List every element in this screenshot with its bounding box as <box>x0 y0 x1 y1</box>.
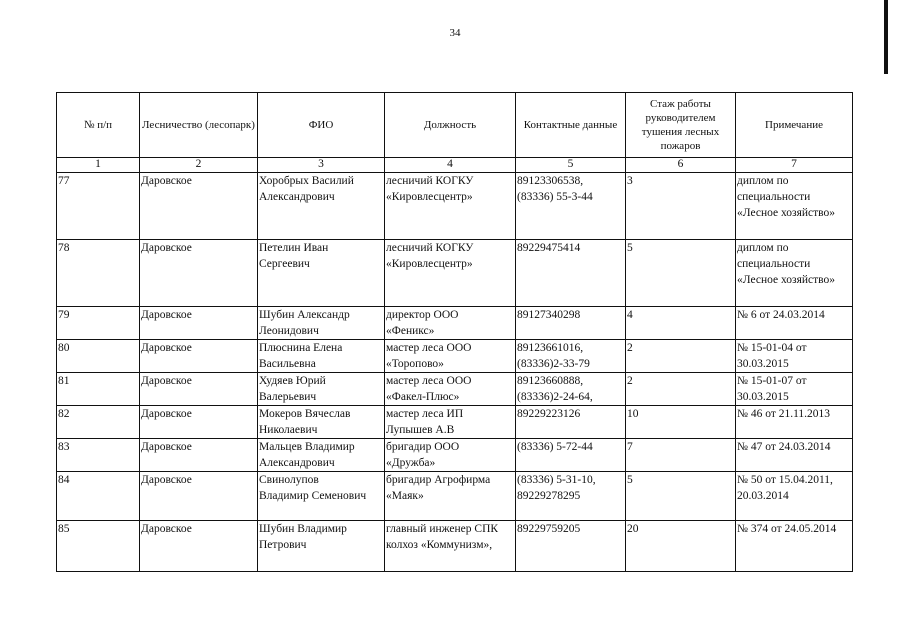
full-name-cell <box>258 340 385 373</box>
position-line: «Дружба» <box>386 457 436 469</box>
scan-edge-mark <box>884 0 888 74</box>
position-line: мастер леса ИП <box>386 408 464 420</box>
position-cell <box>385 307 516 340</box>
full-name-line: Мальцев Владимир <box>259 441 355 453</box>
position-line: «Факел-Плюс» <box>386 391 460 403</box>
full-name-line: Худяев Юрий <box>259 375 326 387</box>
table-row <box>57 340 853 373</box>
row-number: 81 <box>57 373 140 406</box>
note-line: 20.03.2014 <box>737 490 789 502</box>
contacts-cell <box>516 439 626 472</box>
position-line: колхоз «Коммунизм», <box>386 539 493 551</box>
page-number: 34 <box>449 27 461 39</box>
note-cell <box>736 240 853 307</box>
forestry-cell: Даровское <box>140 340 258 373</box>
note-line: № 47 от 24.03.2014 <box>737 441 831 453</box>
contact-line: (83336) 5-72-44 <box>517 441 593 453</box>
note-line: диплом по <box>737 175 789 187</box>
experience-cell: 5 <box>626 240 736 307</box>
forestry-cell: Даровское <box>140 521 258 572</box>
position-line: бригадир ООО <box>386 441 460 453</box>
experience-cell: 4 <box>626 307 736 340</box>
row-number: 79 <box>57 307 140 340</box>
note-line: 30.03.2015 <box>737 391 789 403</box>
table-row <box>57 521 853 572</box>
position-cell <box>385 173 516 240</box>
table-row <box>57 406 853 439</box>
contacts-cell <box>516 173 626 240</box>
note-line: специальности <box>737 191 811 203</box>
column-number-row <box>57 158 853 173</box>
position-cell <box>385 340 516 373</box>
note-cell <box>736 439 853 472</box>
experience-cell: 2 <box>626 373 736 406</box>
experience-cell: 5 <box>626 472 736 521</box>
forestry-cell: Даровское <box>140 472 258 521</box>
full-name-line: Шубин Владимир <box>259 523 347 535</box>
row-number: 78 <box>57 240 140 307</box>
contact-line: 89229759205 <box>517 523 581 535</box>
note-cell <box>736 340 853 373</box>
full-name-cell <box>258 472 385 521</box>
note-line: 30.03.2015 <box>737 358 789 370</box>
contact-line: 89229223126 <box>517 408 581 420</box>
header-number: № п/п <box>57 93 140 158</box>
full-name-line: Плюснина Елена <box>259 342 343 354</box>
contacts-cell <box>516 240 626 307</box>
note-cell <box>736 521 853 572</box>
position-line: Лупышев А.В <box>386 424 455 436</box>
position-cell <box>385 521 516 572</box>
position-cell <box>385 240 516 307</box>
note-line: № 15-01-07 от <box>737 375 807 387</box>
experience-cell: 10 <box>626 406 736 439</box>
position-line: «Торопово» <box>386 358 444 370</box>
row-number: 82 <box>57 406 140 439</box>
full-name-cell <box>258 373 385 406</box>
full-name-cell <box>258 240 385 307</box>
table-row <box>57 307 853 340</box>
contacts-cell <box>516 472 626 521</box>
column-number: 7 <box>736 158 853 173</box>
row-number: 83 <box>57 439 140 472</box>
forestry-cell: Даровское <box>140 307 258 340</box>
forestry-cell: Даровское <box>140 439 258 472</box>
header-note: Примечание <box>736 93 853 158</box>
position-line: «Кировлесцентр» <box>386 258 473 270</box>
forestry-cell: Даровское <box>140 173 258 240</box>
full-name-line: Александрович <box>259 457 335 469</box>
experience-cell: 7 <box>626 439 736 472</box>
table-header-row <box>57 93 853 158</box>
note-line: № 50 от 15.04.2011, <box>737 474 833 486</box>
note-line: «Лесное хозяйство» <box>737 207 836 219</box>
contact-line: (83336) 5-31-10, <box>517 474 596 486</box>
contacts-cell <box>516 521 626 572</box>
note-line: № 15-01-04 от <box>737 342 807 354</box>
full-name-line: Сергеевич <box>259 258 310 270</box>
note-cell <box>736 173 853 240</box>
fire-leaders-table <box>56 92 853 572</box>
contact-line: (83336)2-24-64, <box>517 391 593 403</box>
contacts-cell <box>516 373 626 406</box>
header-position: Должность <box>385 93 516 158</box>
position-cell <box>385 373 516 406</box>
position-line: «Кировлесцентр» <box>386 191 473 203</box>
full-name-line: Владимир Семенович <box>259 490 367 502</box>
forestry-cell: Даровское <box>140 240 258 307</box>
contact-line: 89123306538, <box>517 175 584 187</box>
note-cell <box>736 307 853 340</box>
column-number: 6 <box>626 158 736 173</box>
note-line: № 6 от 24.03.2014 <box>737 309 825 321</box>
position-line: лесничий КОГКУ <box>386 242 474 254</box>
position-line: лесничий КОГКУ <box>386 175 474 187</box>
experience-cell: 3 <box>626 173 736 240</box>
note-line: № 374 от 24.05.2014 <box>737 523 837 535</box>
header-full-name: ФИО <box>258 93 385 158</box>
contacts-cell <box>516 340 626 373</box>
full-name-line: Шубин Александр <box>259 309 350 321</box>
position-cell <box>385 406 516 439</box>
note-line: специальности <box>737 258 811 270</box>
header-contacts: Контактные данные <box>516 93 626 158</box>
row-number: 80 <box>57 340 140 373</box>
full-name-line: Мокеров Вячеслав <box>259 408 351 420</box>
note-cell <box>736 406 853 439</box>
full-name-cell <box>258 173 385 240</box>
full-name-line: Леонидович <box>259 325 319 337</box>
column-number: 5 <box>516 158 626 173</box>
contact-line: 89123661016, <box>517 342 584 354</box>
full-name-line: Петелин Иван <box>259 242 329 254</box>
position-line: мастер леса ООО <box>386 375 472 387</box>
position-line: «Маяк» <box>386 490 424 502</box>
table-row <box>57 472 853 521</box>
contacts-cell <box>516 307 626 340</box>
full-name-line: Валерьевич <box>259 391 317 403</box>
table-row <box>57 439 853 472</box>
table-row <box>57 240 853 307</box>
column-number: 1 <box>57 158 140 173</box>
experience-cell: 2 <box>626 340 736 373</box>
position-line: бригадир Агрофирма <box>386 474 491 486</box>
contact-line: (83336) 55-3-44 <box>517 191 593 203</box>
column-number: 4 <box>385 158 516 173</box>
full-name-line: Свинолупов <box>259 474 319 486</box>
row-number: 77 <box>57 173 140 240</box>
column-number: 3 <box>258 158 385 173</box>
full-name-line: Васильевна <box>259 358 316 370</box>
contact-line: 89123660888, <box>517 375 584 387</box>
experience-cell: 20 <box>626 521 736 572</box>
position-line: главный инженер СПК <box>386 523 499 535</box>
position-cell <box>385 472 516 521</box>
header-forestry: Лесничество (лесопарк) <box>140 93 258 158</box>
note-cell <box>736 472 853 521</box>
contact-line: 89127340298 <box>517 309 581 321</box>
full-name-line: Александрович <box>259 191 335 203</box>
forestry-cell: Даровское <box>140 373 258 406</box>
header-experience: Стаж работы руководителем тушения лесных пожаров <box>626 93 736 158</box>
full-name-cell <box>258 439 385 472</box>
table-row <box>57 373 853 406</box>
contacts-cell <box>516 406 626 439</box>
full-name-cell <box>258 521 385 572</box>
contact-line: (83336)2-33-79 <box>517 358 590 370</box>
contact-line: 89229278295 <box>517 490 581 502</box>
full-name-line: Петрович <box>259 539 307 551</box>
table-row <box>57 173 853 240</box>
note-line: «Лесное хозяйство» <box>737 274 836 286</box>
position-line: «Феникс» <box>386 325 435 337</box>
position-line: директор ООО <box>386 309 459 321</box>
forestry-cell: Даровское <box>140 406 258 439</box>
note-line: № 46 от 21.11.2013 <box>737 408 831 420</box>
position-cell <box>385 439 516 472</box>
full-name-line: Николаевич <box>259 424 318 436</box>
position-line: мастер леса ООО <box>386 342 472 354</box>
row-number: 85 <box>57 521 140 572</box>
contact-line: 89229475414 <box>517 242 581 254</box>
full-name-line: Хоробрых Василий <box>259 175 354 187</box>
column-number: 2 <box>140 158 258 173</box>
note-cell <box>736 373 853 406</box>
full-name-cell <box>258 307 385 340</box>
full-name-cell <box>258 406 385 439</box>
note-line: диплом по <box>737 242 789 254</box>
row-number: 84 <box>57 472 140 521</box>
